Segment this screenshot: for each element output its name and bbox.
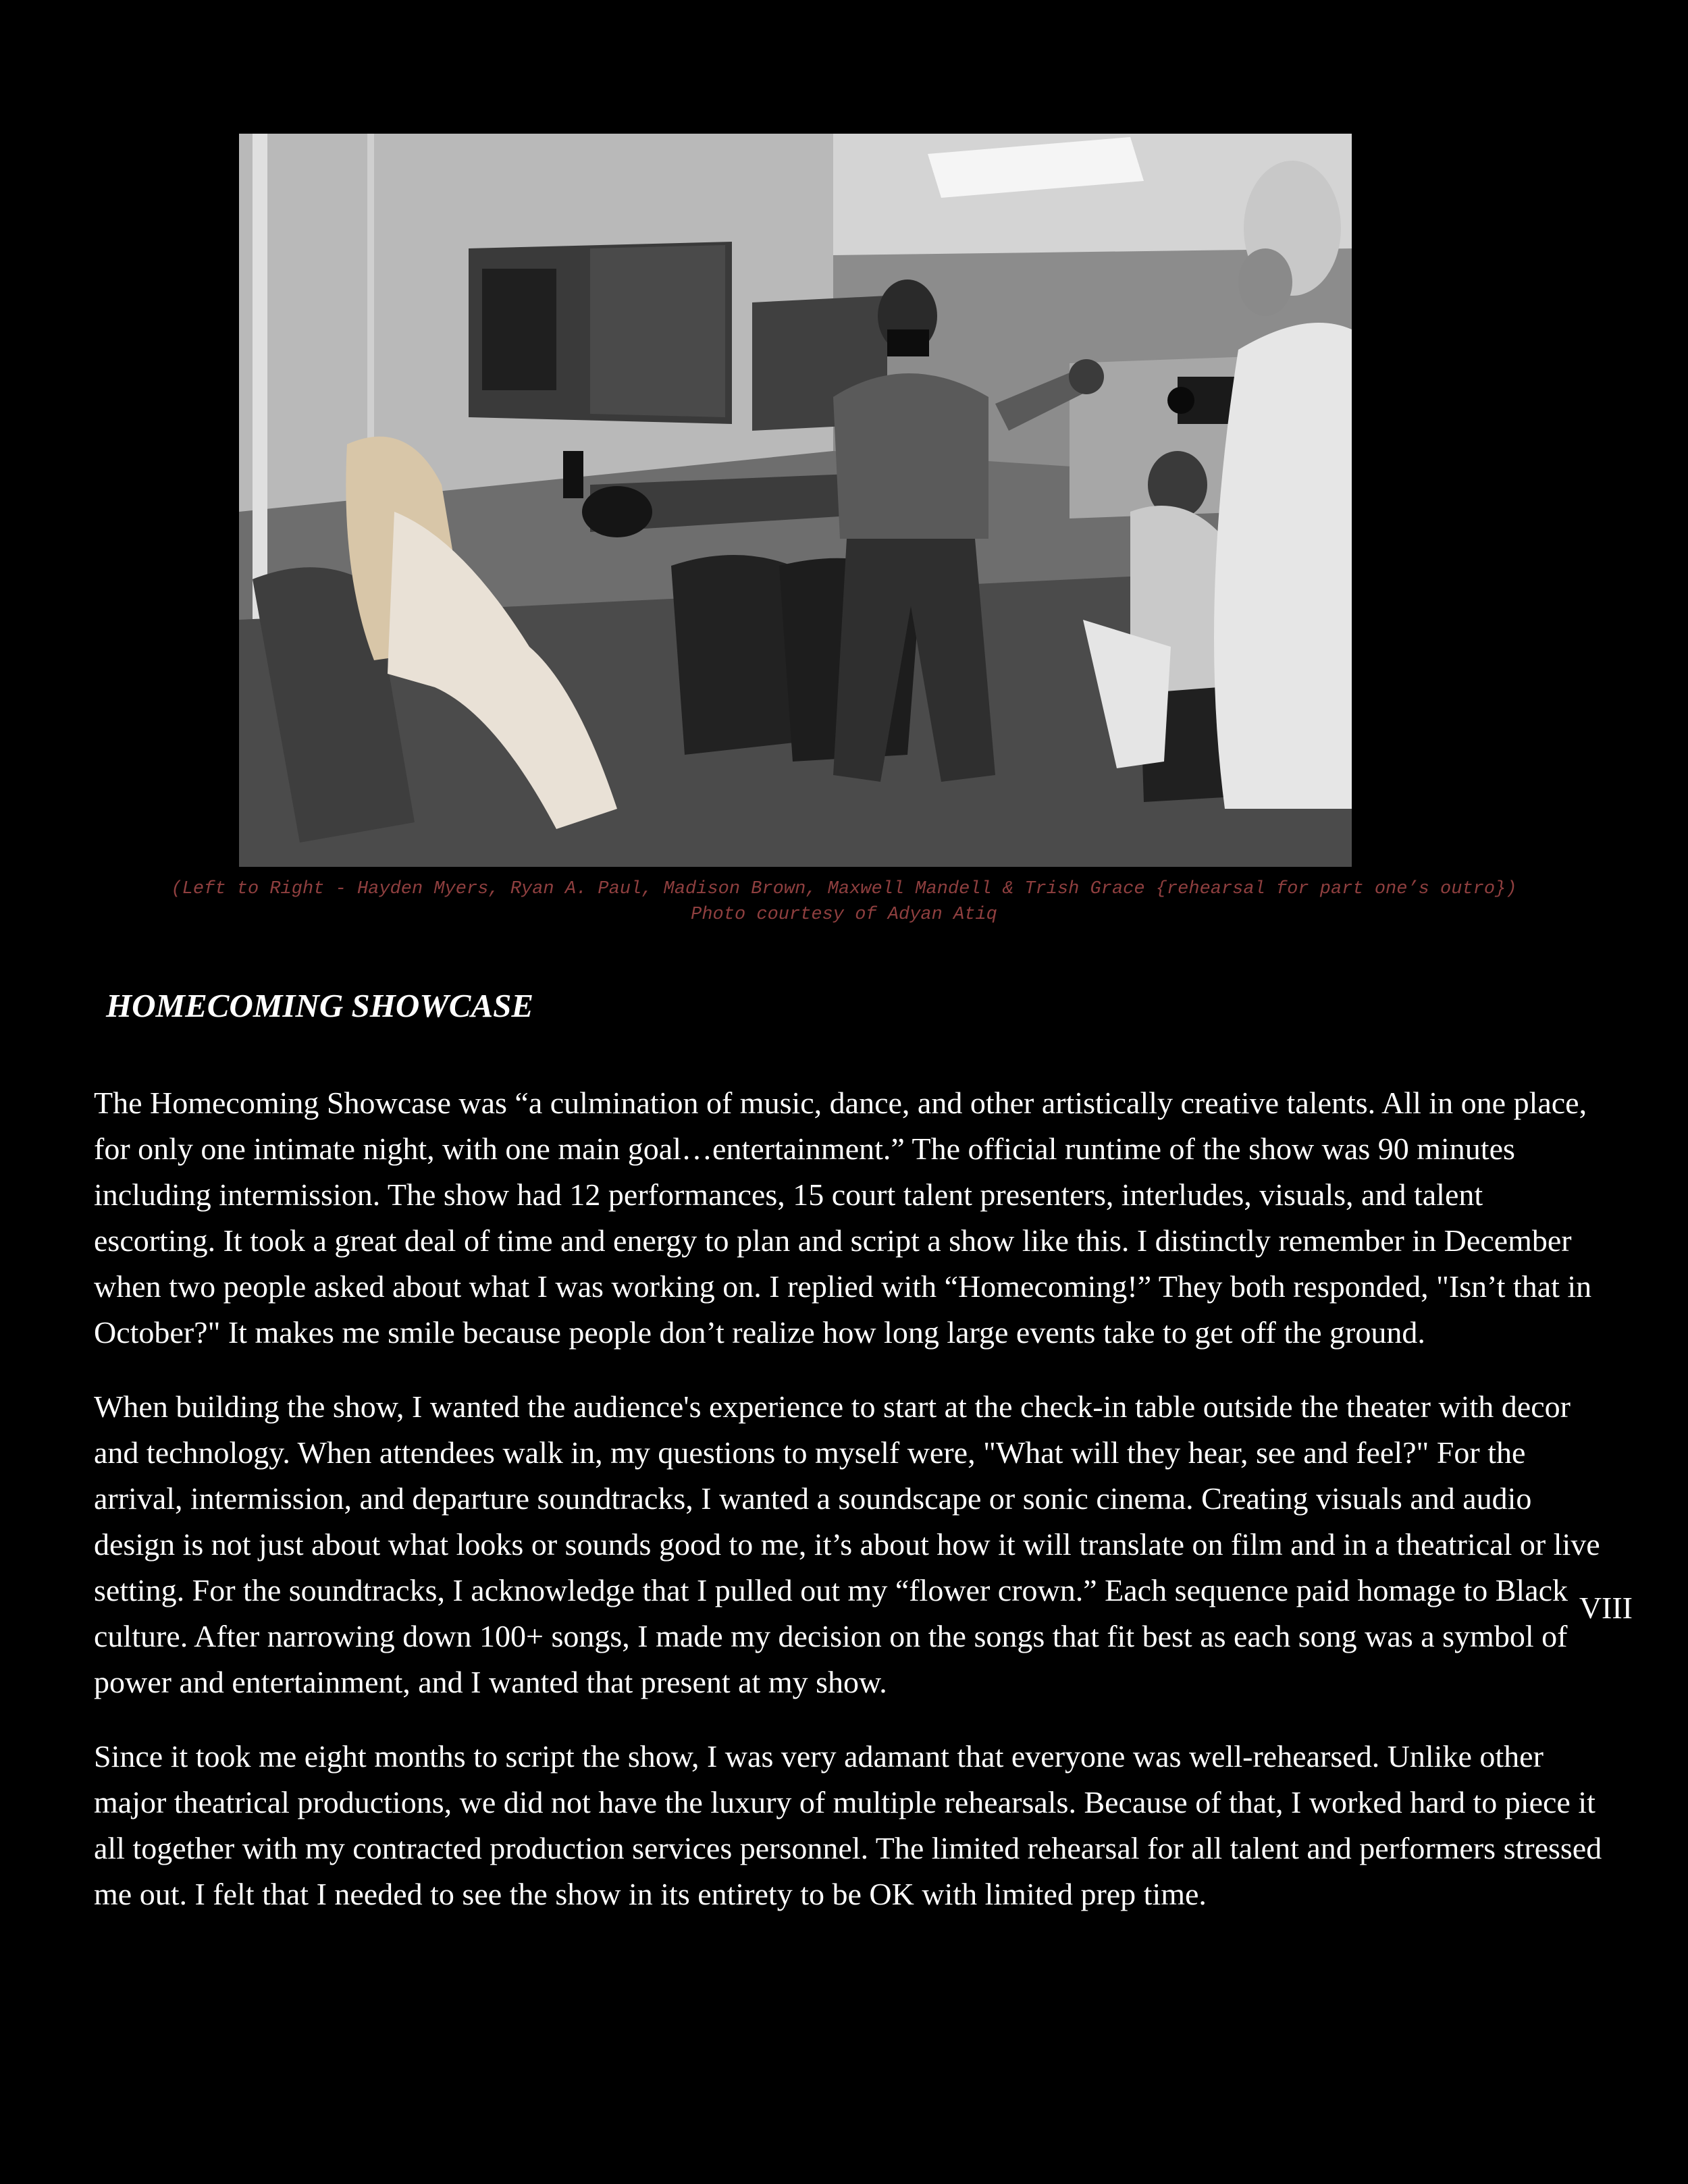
paragraph: The Homecoming Showcase was “a culmination of music, dance, and other artistically creative talents. All in one place, for only one intimate night, with one main goal…entertainment.” The official runtime of the show was 90 minutes including intermission. The show had 12 performances, 15 court talent presenters, interludes, visuals, and talent escorting. It took a great deal of time and energy to plan and script a show like this. I distinctly remember in December when two people asked about what I was working on. I replied with “Homecoming!” They both responded, "Isn’t that in October?" It makes me smile because people don’t realize how long large events take to get off the ground. — [94, 1086, 1592, 1350]
caption-credit: Photo courtesy of Adyan Atiq — [691, 905, 997, 925]
photo-scene — [239, 134, 1352, 867]
caption-names: (Left to Right - Hayden Myers, Ryan A. Paul, Madison Brown, Maxwell Mandell & Trish Grace {rehearsal for part one’s outro}) — [171, 879, 1517, 899]
article-body — [94, 1080, 1606, 1946]
page-number: VIII — [1579, 1591, 1633, 1625]
rehearsal-photo — [239, 134, 1352, 867]
paragraph: Since it took me eight months to script the show, I was very adamant that everyone was well-rehearsed. Unlike other major theatrical productions, we did not have the luxury of multiple rehearsals. Because of that, I worked hard to piece it all together with my contracted production services personnel. The limited rehearsal for all talent and performers stressed me out. I felt that I needed to see the show in its entirety to be OK with limited prep time. — [94, 1739, 1602, 1911]
paragraph: When building the show, I wanted the audience's experience to start at the check-in table outside the theater with decor and technology. When attendees walk in, my questions to myself were, "What will they hear, see and feel?" For the arrival, intermission, and departure soundtracks, I wanted a soundscape or sonic cinema. Creating visuals and audio design is not just about what looks or sounds good to me, it’s about how it will translate on film and in a theatrical or live setting. For the soundtracks, I acknowledge that I pulled out my “flower crown.” Each sequence paid homage to Black culture. After narrowing down 100+ songs, I made my decision on the songs that fit best as each song was a symbol of power and entertainment, and I wanted that present at my show. — [94, 1389, 1600, 1699]
photo-caption — [0, 876, 1688, 928]
section-heading: HOMECOMING SHOWCASE — [106, 987, 534, 1024]
